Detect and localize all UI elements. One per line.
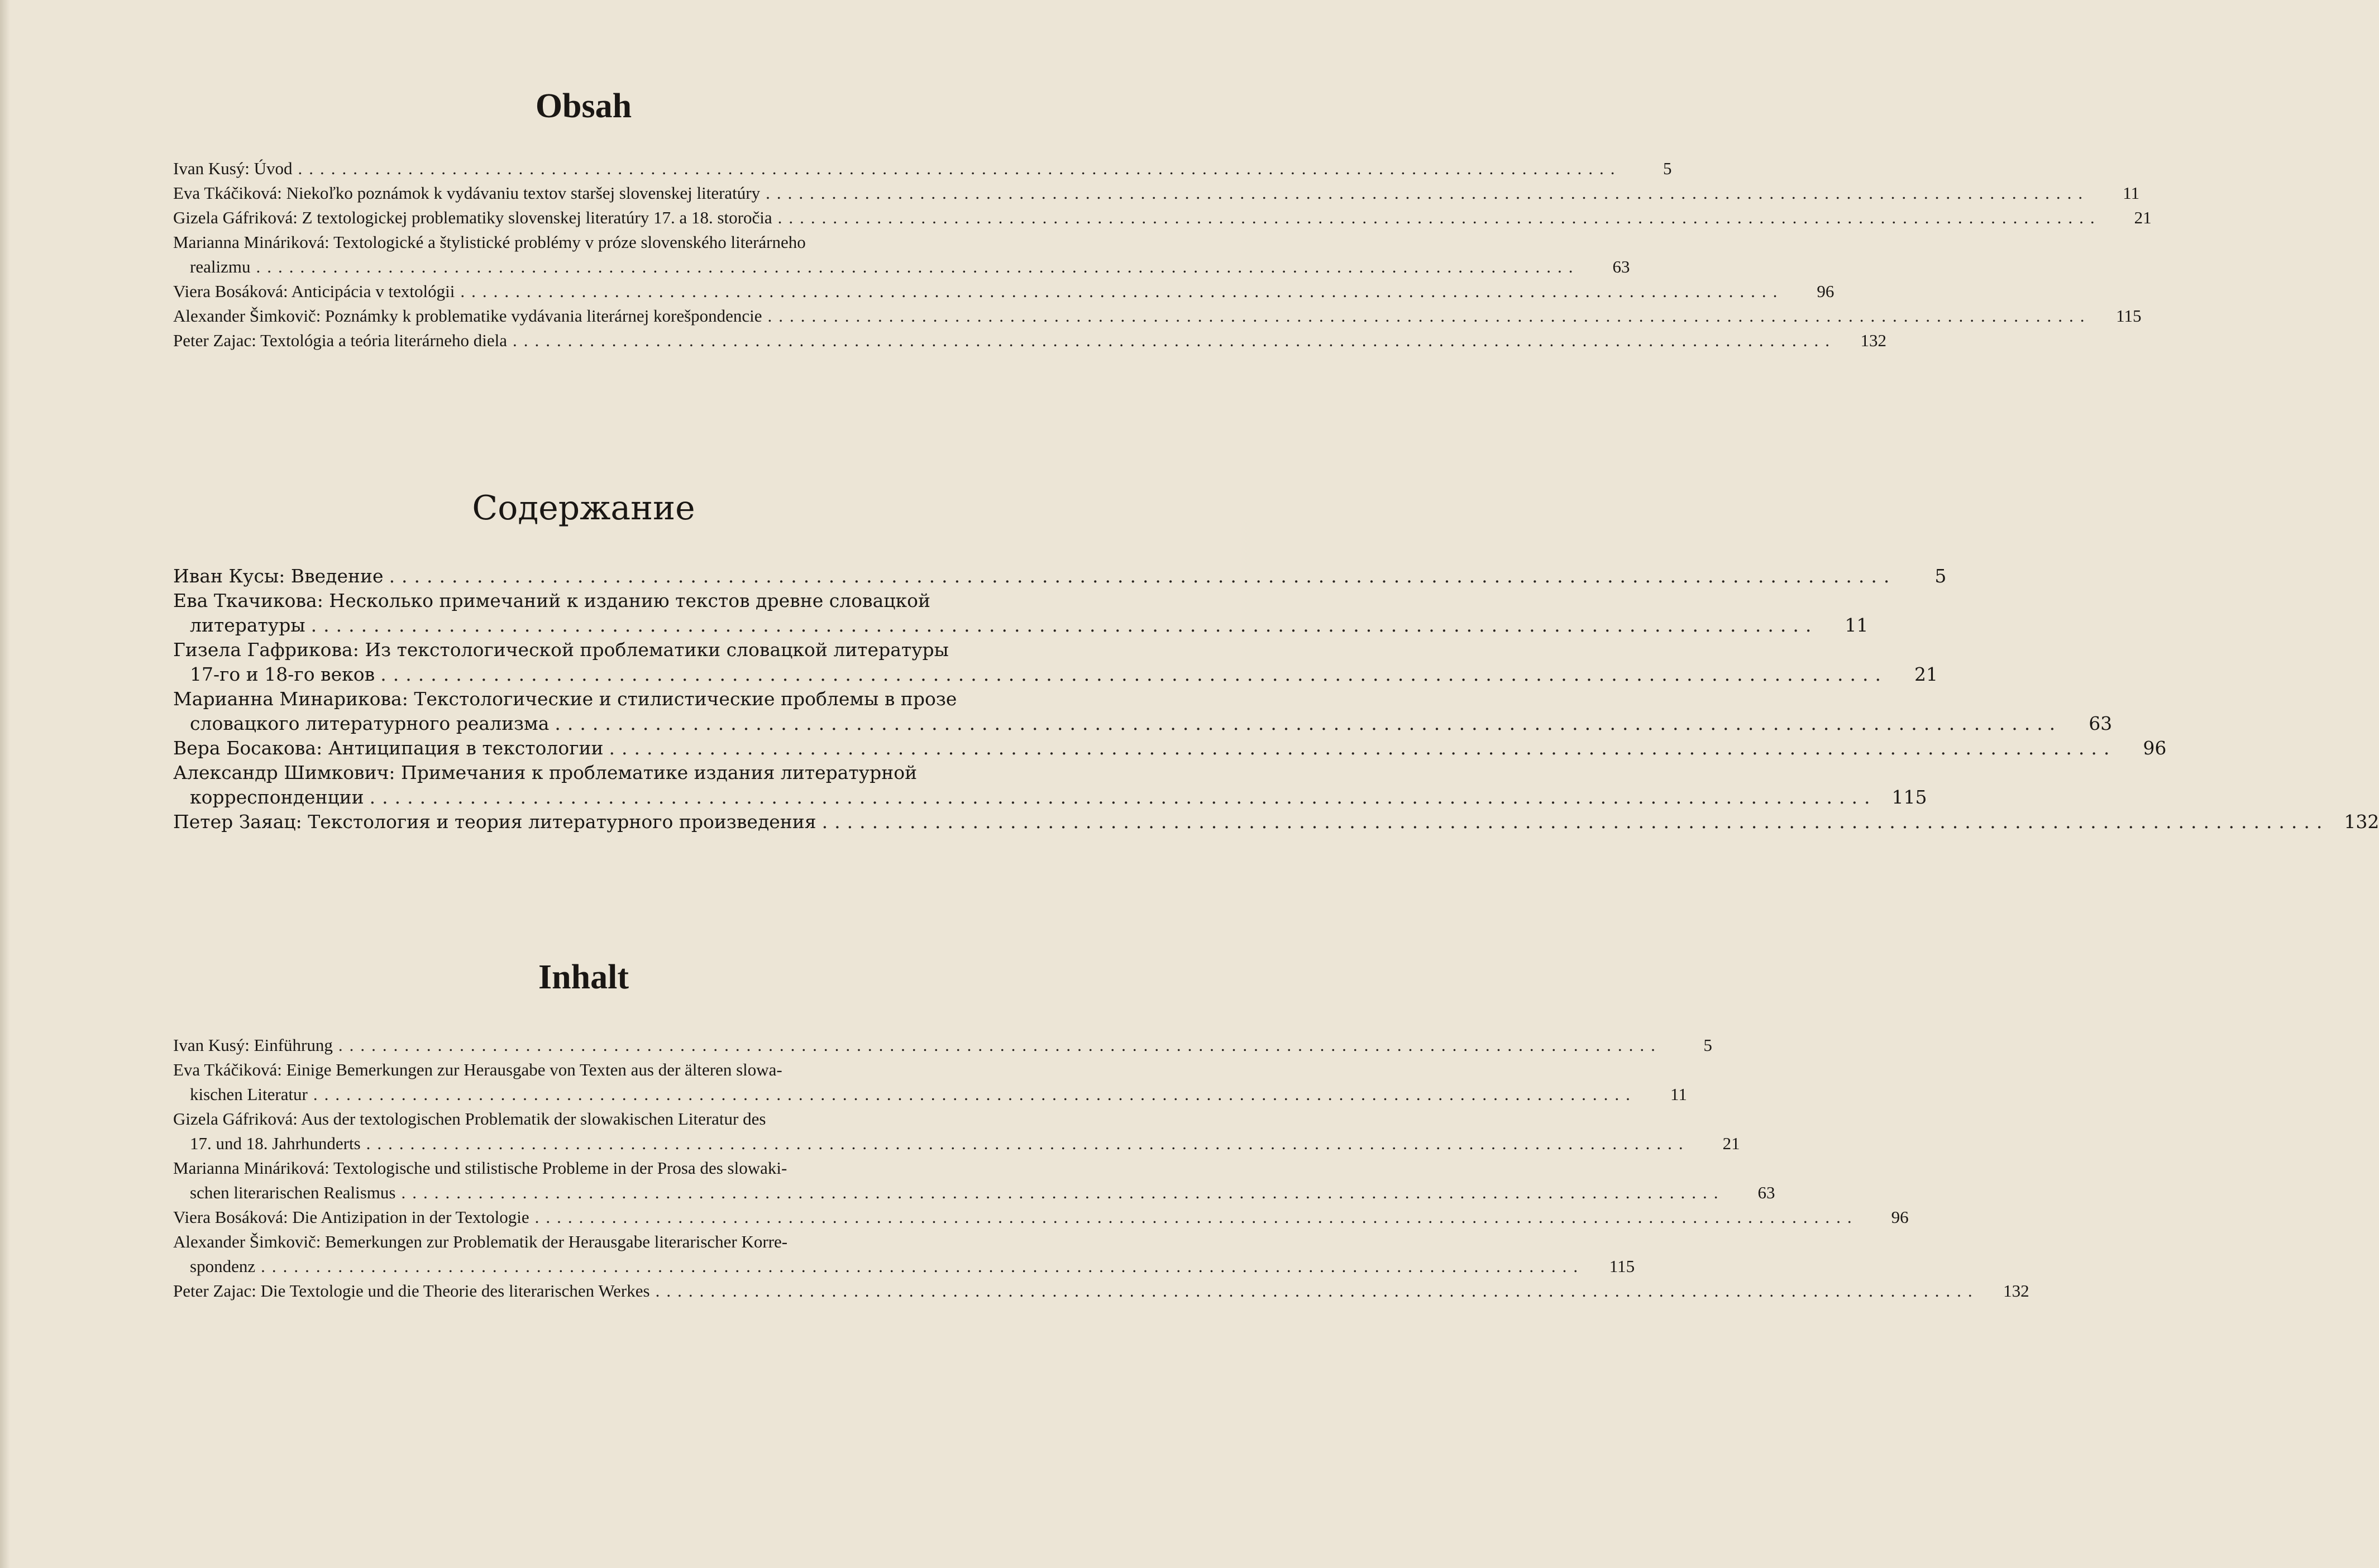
toc-entry-title: Viera Bosáková: Die Antizipation in der Textologie — [173, 1207, 529, 1227]
page-number: 115 — [1609, 1256, 1635, 1276]
dot-leader: ........................................................................................................................ — [256, 257, 1580, 276]
page-number: 11 — [1845, 614, 1869, 636]
dot-leader: ........................................................................................................................ — [310, 614, 1818, 636]
toc-entry — [173, 1279, 2029, 1303]
dot-leader: ........................................................................................................................ — [389, 565, 1896, 587]
dot-leader: ........................................................................................................................ — [380, 663, 1888, 685]
toc-entry — [173, 1205, 1909, 1230]
page-number: 115 — [2116, 306, 2142, 326]
dot-leader: ........................................................................................................................ — [366, 1134, 1690, 1153]
section-heading: Содержание — [472, 489, 695, 528]
toc-list — [173, 1033, 2029, 1303]
toc-entry-title: Eva Tkáčiková: Niekoľko poznámok k vydávaniu textov staršej slovenskej literatúry — [173, 183, 761, 203]
toc-entry — [173, 279, 1835, 304]
dot-leader: ........................................................................................................................ — [767, 306, 2091, 326]
dot-leader: ........................................................................................................................ — [609, 737, 2117, 759]
dot-leader: ........................................................................................................................ — [655, 1281, 1979, 1301]
dot-leader: ........................................................................................................................ — [513, 331, 1837, 350]
toc-entry-title-continued: spondenz — [190, 1256, 256, 1276]
toc-entry — [173, 589, 1869, 638]
toc-entry-title: Peter Zajac: Die Textologie und die Theorie des literarischen Werkes — [173, 1281, 650, 1301]
toc-entry — [173, 1156, 1775, 1205]
dot-leader: ........................................................................................................................ — [369, 786, 1877, 808]
section-heading: Inhalt — [538, 958, 629, 996]
dot-leader: ........................................................................................................................ — [261, 1256, 1585, 1276]
page-number: 132 — [2344, 811, 2379, 833]
page-number: 5 — [1703, 1035, 1712, 1055]
section-heading: Obsah — [535, 87, 632, 125]
dot-leader: ........................................................................................................................ — [777, 208, 2101, 227]
dot-leader: ........................................................................................................................ — [401, 1183, 1725, 1202]
toc-entry — [173, 205, 2152, 230]
toc-entry-title: Viera Bosáková: Anticipácia v textológii — [173, 281, 455, 301]
page-number: 11 — [2123, 183, 2140, 203]
toc-entry-title-continued: 17. und 18. Jahrhunderts — [190, 1134, 361, 1153]
toc-entry — [173, 1107, 1740, 1156]
dot-leader: ........................................................................................................................ — [298, 159, 1622, 178]
toc-entry — [173, 736, 2167, 761]
toc-entry-title: Alexander Šimkovič: Bemerkungen zur Problematik der Herausgabe literarischer Korre- — [173, 1232, 788, 1251]
page-number: 96 — [2143, 737, 2167, 759]
page-number: 132 — [1860, 331, 1887, 350]
section-inhalt — [173, 955, 2029, 1303]
toc-entry — [173, 810, 2379, 834]
page-number: 96 — [1891, 1207, 1909, 1227]
page-number: 115 — [1891, 786, 1927, 808]
toc-entry-title: Marianna Mináriková: Textologické a štylistické problémy v próze slovenského literárneho — [173, 232, 806, 252]
toc-entry-title: Marianna Mináriková: Textologische und stilistische Probleme in der Prosa des slowaki- — [173, 1158, 787, 1178]
section-obsah — [173, 84, 2152, 353]
toc-entry-title: Eva Tkáčiková: Einige Bemerkungen zur Herausgabe von Texten aus der älteren slowa- — [173, 1060, 782, 1079]
toc-entry — [173, 328, 1887, 353]
page-number: 21 — [1914, 663, 1938, 685]
toc-entry-title-continued: kischen Literatur — [190, 1084, 308, 1104]
toc-list — [173, 156, 2152, 353]
page-number: 63 — [2089, 713, 2113, 734]
page-number: 63 — [1757, 1183, 1775, 1202]
page-number: 5 — [1663, 159, 1672, 178]
page-number: 96 — [1817, 281, 1835, 301]
toc-entry-title-continued: словацкого литературного реализма — [190, 713, 550, 734]
toc-entry-title-continued: realizmu — [190, 257, 251, 276]
toc-entry — [173, 687, 2113, 736]
toc-entry-title-continued: 17-го и 18-го веков — [190, 663, 375, 685]
dot-leader: ........................................................................................................................ — [313, 1084, 1637, 1104]
page-number: 21 — [2134, 208, 2152, 227]
toc-entry — [173, 1033, 1712, 1058]
toc-entry — [173, 1230, 1635, 1279]
toc-entry-title: Ivan Kusý: Úvod — [173, 159, 293, 178]
page-number: 5 — [1934, 565, 1947, 587]
toc-entry-title: Вера Босакова: Антиципация в текстологии — [173, 737, 604, 759]
toc-entry — [173, 1058, 1687, 1107]
toc-entry-title-continued: литературы — [190, 614, 305, 636]
dot-leader: ........................................................................................................................ — [821, 811, 2329, 833]
toc-entry-title: Gizela Gáfriková: Aus der textologischen Problematik der slowakischen Literatur des — [173, 1109, 766, 1129]
page-edge-shadow — [0, 0, 10, 1568]
toc-entry — [173, 638, 1938, 687]
dot-leader: ........................................................................................................................ — [534, 1207, 1859, 1227]
toc-entry-title-continued: корреспонденции — [190, 786, 364, 808]
toc-entry-title: Марианна Минарикова: Текстологические и стилистические проблемы в прозе — [173, 688, 957, 710]
section-soderzhanie — [173, 486, 2379, 834]
toc-entry — [173, 230, 1630, 279]
page-number: 132 — [2003, 1281, 2029, 1301]
toc-entry-title: Gizela Gáfriková: Z textologickej problematiky slovenskej literatúry 17. a 18. storočia — [173, 208, 772, 227]
dot-leader: ........................................................................................................................ — [766, 183, 2090, 203]
page-number: 11 — [1670, 1084, 1687, 1104]
toc-entry — [173, 304, 2142, 328]
toc-entry-title: Гизела Гафрикова: Из текстологической проблематики словацкой литературы — [173, 639, 949, 661]
toc-entry — [173, 761, 1927, 810]
toc-entry-title: Peter Zajac: Textológia a teória literárneho diela — [173, 331, 508, 350]
dot-leader: ........................................................................................................................ — [338, 1035, 1662, 1055]
toc-entry-title: Александр Шимкович: Примечания к проблематике издания литературной — [173, 762, 918, 783]
toc-entry-title: Петер Заяац: Текстология и теория литературного произведения — [173, 811, 816, 833]
page-number: 63 — [1612, 257, 1630, 276]
toc-list — [173, 564, 2379, 834]
toc-entry — [173, 564, 1947, 589]
toc-entry — [173, 156, 1672, 181]
toc-entry-title: Ivan Kusý: Einführung — [173, 1035, 333, 1055]
toc-entry — [173, 181, 2140, 205]
dot-leader: ........................................................................................................................ — [460, 281, 1784, 301]
toc-entry-title: Иван Кусы: Введение — [173, 565, 384, 587]
dot-leader: ........................................................................................................................ — [555, 713, 2062, 734]
toc-entry-title: Ева Ткачикова: Несколько примечаний к изданию текстов древне словацкой — [173, 590, 931, 611]
toc-entry-title-continued: schen literarischen Realismus — [190, 1183, 396, 1202]
toc-entry-title: Alexander Šimkovič: Poznámky k problematike vydávania literárnej korešpondencie — [173, 306, 762, 326]
page-number: 21 — [1722, 1134, 1740, 1153]
